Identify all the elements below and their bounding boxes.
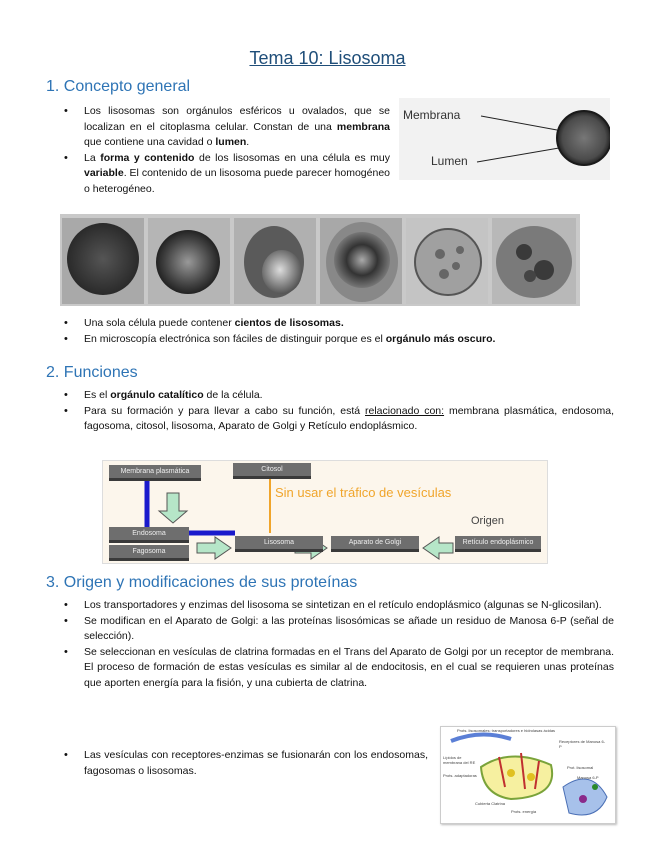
fig-manosa-label: Manosa 6-P [577, 775, 599, 780]
lisosoma-box: Lisosoma [235, 536, 323, 552]
membrana-plasmatica-box: Membrana plasmática [109, 465, 201, 481]
section-2-list [58, 388, 614, 435]
fig-cubierta-label: Cubierta Clatrina [475, 801, 506, 806]
lumen-label: Lumen [431, 154, 468, 168]
section-1-list-b [58, 316, 614, 347]
list-item: • En microscopía electrónica son fáciles de distinguir porque es el orgánulo más oscuro. [58, 332, 614, 348]
functions-diagram [102, 460, 548, 564]
list-item: • Es el orgánulo catalítico de la célula. [58, 388, 614, 404]
list-item: • La forma y contenido de los lisosomas en una célula es muy variable. El contenido de un lisosoma puede parecer homogéneo o heterogéneo. [58, 151, 390, 198]
lysosome-figure [399, 98, 610, 180]
fig-energia-label: Prots. energía [511, 809, 537, 814]
list-item: • Se modifican en el Aparato de Golgi: a las proteínas lisosómicas se añade un residuo de Manosa 6-P (señal de selección). [58, 614, 614, 645]
list-item: • Se seleccionan en vesículas de clatrina formadas en el Trans del Aparato de Golgi por un receptor de membrana. El proceso de formación de estas vesículas es similar al de endocitosis, en el cual se requieren unas proteínas que aporten energía para la fisión, y una cubierta de clatrina. [58, 645, 614, 692]
section-1-list-a [58, 104, 390, 198]
section-1-heading: 1. Concepto general [46, 78, 191, 95]
section-3-heading: 3. Origen y modificaciones de sus proteínas [46, 574, 358, 591]
reticulo-box: Retículo endoplásmico [455, 536, 541, 552]
membrana-label: Membrana [403, 108, 461, 122]
fagosoma-box: Fagosoma [109, 545, 189, 561]
citosol-box: Citosol [233, 463, 311, 479]
golgi-box: Aparato de Golgi [331, 536, 419, 552]
endosoma-box: Endosoma [109, 527, 189, 543]
section-2-heading: 2. Funciones [46, 364, 138, 381]
fig-top-label: Prots. lisosomales: transportadores e hidrolasas ácidas [457, 728, 556, 733]
sin-usar-label: Sin usar el tráfico de vesículas [275, 485, 452, 500]
fig-adaptadoras-label: Prots. adaptadoras [443, 773, 477, 778]
list-item: • Las vesículas con receptores-enzimas se fusionarán con los endosomas, fagosomas o lisosomas. [58, 748, 428, 779]
fig-receptores-label: Receptores de Manosa 6-P [559, 739, 606, 749]
fig-prot-lisosomal-label: Prot. lisosomal [567, 765, 594, 770]
micrographs [60, 214, 580, 306]
micrograph-strip [60, 214, 580, 306]
list-item: • Para su formación y para llevar a cabo su función, está relacionado con: membrana plasmática, endosoma, fagosoma, citosol, lisosoma, Aparato de Golgi y Retículo endoplásmico. [58, 404, 614, 435]
list-item: • Una sola célula puede contener cientos de lisosomas. [58, 316, 614, 332]
section-3-list-a [58, 598, 614, 692]
list-item: • Los lisosomas son orgánulos esféricos u ovalados, que se localizan en el citoplasma celular. Constan de una membrana que contiene una cavidad o lumen. [58, 104, 390, 151]
origen-label: Origen [471, 515, 505, 527]
list-item: • Los transportadores y enzimas del lisosoma se sintetizan en el retículo endoplásmico (algunas se N-glicosilan). [58, 598, 614, 614]
fig-lipidos-label: Lípidos de membrana del RE [443, 755, 476, 765]
vesicle-figure [440, 726, 616, 824]
section-3-list-b [58, 748, 428, 779]
page-title: Tema 10: Lisosoma [249, 48, 406, 68]
lysosome-diagram [399, 98, 610, 180]
